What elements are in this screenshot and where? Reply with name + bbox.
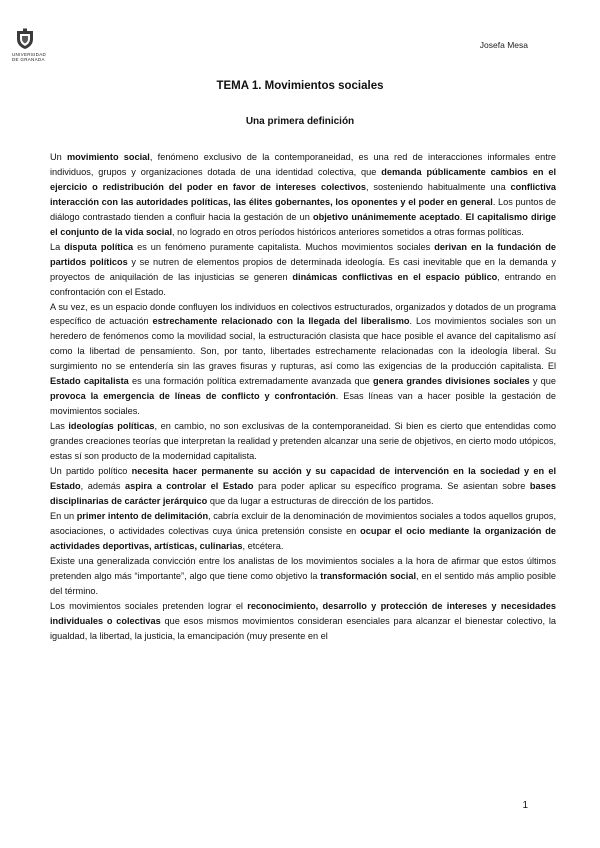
text-run: y se nutren de elementos propios de determinada ideología. Es casi inevitable que en la demanda y proyectos de aniquilación de las injusticias se generen — [50, 256, 556, 282]
text-run: es una formación política extremadamente avanzada que — [128, 376, 373, 387]
text-run: . Los movimientos sociales son un heredero de fenómenos como la movilidad social, la estructuración clasista que hace posible el avance del capitalismo así como la libertad de pensamiento. Son, por tanto, libertades estrechamente relacionadas con la ideología liberal. Su surgimiento no se entendería sin las graves fisuras y rupturas, así como las exigencias de la producción capitalista. El — [50, 316, 556, 372]
section-subtitle: Una primera definición — [245, 116, 355, 127]
logo-text-line-2: DE GRANADA — [12, 57, 45, 62]
bold-text: dinámicas conflictivas en el espacio público — [292, 271, 498, 282]
text-run: Un partido político — [50, 466, 132, 477]
body-text — [50, 150, 556, 643]
bold-text: bases disciplinarias de carácter jerárquico — [50, 480, 556, 506]
paragraph — [50, 554, 556, 599]
text-run: Existe una generalizada convicción entre los analistas de los movimientos sociales a la hora de afirmar que estos últimos pretenden algo más “importante”, algo que tiene como objetivo la — [50, 555, 556, 581]
text-run: . Los puntos de diálogo contrastado tienden a confluir hacia la gestación de un — [50, 196, 556, 222]
bold-text: reconocimiento, desarrollo y protección de intereses y necesidades individuales o colectivas — [50, 600, 556, 626]
text-run: A su vez, es un espacio donde confluyen los individuos en colectivos estructurados, organizados y dotados de un programa específico de actuación — [50, 301, 556, 327]
text-run: , fenómeno exclusivo de la contemporaneidad, es una red de interacciones informales entre individuos, grupos y organizaciones dotada de una identidad colectiva, que — [50, 152, 556, 177]
bold-text: Estado capitalista — [50, 376, 129, 387]
text-run: es un fenómeno puramente capitalista. Muchos movimientos sociales — [133, 241, 435, 252]
bold-text: derivan en la fundación de partidos políticos — [50, 241, 556, 267]
bold-text: demanda públicamente cambios en el ejercicio o redistribución del poder en favor de intereses colectivos — [50, 166, 556, 192]
bold-text: objetivo unánimemente aceptado — [313, 211, 460, 222]
text-run: . — [459, 211, 466, 222]
text-run: , en el sentido más amplio posible del término. — [50, 570, 556, 596]
bold-text: El capitalismo dirige el conjunto de la vida social — [50, 211, 557, 237]
paragraph — [50, 150, 556, 240]
text-run: , además — [80, 480, 125, 491]
text-run: Los movimientos sociales pretenden lograr el — [50, 600, 248, 611]
text-run: , etcétera. — [242, 540, 284, 551]
bold-text: necesita hacer permanente su acción y su capacidad de intervención en la sociedad y en el Estado — [50, 466, 556, 491]
text-run: que esos mismos movimientos consideran esenciales para alcanzar el bienestar colectivo, la igualdad, la libertad, la justicia, la emancipación (muy presente en el — [50, 615, 557, 641]
paragraph — [50, 509, 556, 554]
university-crest-icon — [14, 28, 36, 50]
text-run: . Esas líneas van a hacer posible la gestación de movimientos sociales. — [50, 391, 556, 417]
bold-text: ocupar el ocio mediante la organización de actividades deportivas, artísticas, culinarias — [50, 525, 556, 551]
text-run: Un — [50, 152, 67, 162]
author-name: Josefa Mesa — [479, 40, 528, 50]
bold-text: movimiento social — [67, 152, 150, 162]
page-number: 1 — [522, 800, 528, 811]
text-run: para poder aplicar su específico programa. Se asientan sobre — [253, 480, 530, 491]
text-run: , sosteniendo habitualmente una — [365, 181, 511, 192]
bold-text: genera grandes divisiones sociales — [373, 376, 530, 387]
text-run: , cabría excluir de la denominación de movimientos sociales a todos aquellos grupos, asociaciones, o actividades colectivas cuya única pretensión consiste en — [50, 510, 557, 536]
paragraph — [50, 419, 556, 464]
bold-text: aspira a controlar el Estado — [125, 480, 254, 491]
text-run: , entrando en confrontación con el Estado. — [50, 271, 556, 297]
paragraph — [50, 599, 556, 644]
text-run: , no logrado en otros períodos históricos anteriores sometidos a otras formas políticas. — [172, 226, 524, 237]
logo-text-line-1: UNIVERSIDAD — [12, 52, 47, 57]
text-run: En un — [50, 510, 77, 521]
bold-text: disputa política — [64, 241, 134, 252]
page-title: TEMA 1. Movimientos sociales — [216, 80, 384, 92]
paragraph — [50, 240, 556, 300]
bold-text: conflictiva interacción con las autoridades políticas, las élites gobernantes, los oponentes y el poder en general — [50, 181, 556, 207]
text-run: Las — [50, 421, 69, 432]
bold-text: provoca la emergencia de líneas de conflicto y confrontación — [50, 391, 336, 402]
bold-text: transformación social — [320, 570, 417, 581]
paragraph — [50, 300, 556, 420]
text-run: , en cambio, no son exclusivas de la contemporaneidad. Si bien es cierto que entendidas como grandes creaciones teorías que interpretan la realidad y pretenden alcanzar una serie de objetivos, en cierto modo utópicos, estas sí son producto de la modernidad capitalista. — [50, 421, 556, 462]
bold-text: primer intento de delimitación — [76, 510, 209, 521]
university-logo — [12, 28, 58, 62]
bold-text: ideologías políticas — [68, 421, 155, 432]
text-run: La — [50, 241, 65, 252]
text-run: y que — [529, 376, 556, 387]
paragraph — [50, 464, 556, 509]
text-run: que da lugar a estructuras de dirección de los partidos. — [207, 495, 434, 506]
bold-text: estrechamente relacionado con la llegada del liberalismo — [152, 316, 410, 327]
